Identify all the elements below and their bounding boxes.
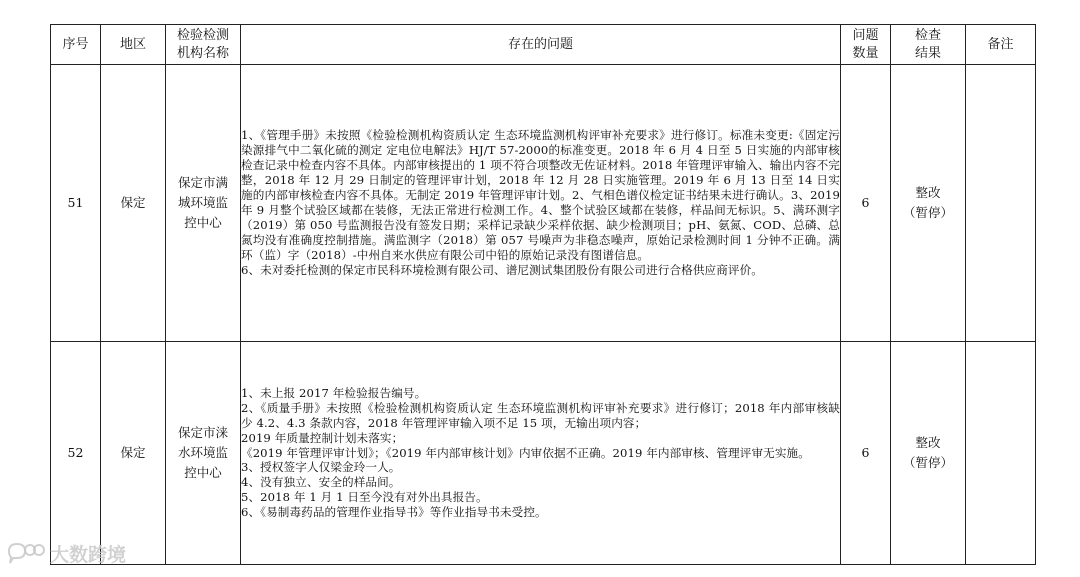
cell-problems: [241, 342, 841, 565]
header-seq: 序号: [51, 25, 101, 65]
cell-result: 整改 （暂停）: [891, 65, 966, 342]
header-org: 检验检测 机构名称: [166, 25, 241, 65]
cell-remarks: [966, 342, 1036, 565]
problem-paragraph: 2019 年质量控制计划未落实；: [241, 430, 404, 445]
header-remarks: 备注: [966, 25, 1036, 65]
header-row: [51, 25, 1036, 65]
watermark: [6, 540, 126, 567]
problem-paragraph: 《2019 年管理评审计划》；《2019 年内部审核计划》内审依据不正确。2019 年内部审核、管理评审无实施。: [241, 445, 810, 460]
header-result: 检查 结果: [891, 25, 966, 65]
cell-result: 整改 （暂停）: [891, 342, 966, 565]
cell-org: 保定市涞水环境监控中心: [166, 342, 241, 565]
problem-paragraph: 2、《质量手册》未按照《检验检测机构资质认定 生态环境监测机构评审补充要求》进行修订；2018 年内部审核缺少 4.2、4.3 条款内容，2018 年管理评审输入项不足 15 项，无输出项内容；: [241, 400, 840, 430]
cell-remarks: [966, 65, 1036, 342]
cell-seq: 52: [51, 342, 101, 565]
problem-paragraph: 1、未上报 2017 年检验报告编号。: [241, 385, 427, 400]
watermark-text: 大数跨境: [50, 544, 127, 566]
table-row: [51, 65, 1036, 342]
cell-region: 保定: [101, 65, 166, 342]
header-region: 地区: [101, 25, 166, 65]
cell-problems: [241, 65, 841, 342]
table-row: [51, 342, 1036, 565]
chat-bubbles-logo-icon: [6, 541, 46, 567]
inspection-table: [50, 24, 1036, 565]
problem-paragraph: 3、授权签字人仅梁金玲一人。: [241, 460, 401, 475]
cell-seq: 51: [51, 65, 101, 342]
problem-paragraph: 6、《易制毒药品的管理作业指导书》等作业指导书未受控。: [241, 505, 547, 520]
problem-paragraph: 4、没有独立、安全的样品间。: [241, 475, 401, 490]
header-count: 问题 数量: [841, 25, 891, 65]
problem-paragraph: 5、2018 年 1 月 1 日至今没有对外出具报告。: [241, 490, 488, 505]
cell-org: 保定市满城环境监控中心: [166, 65, 241, 342]
cell-count: 6: [841, 65, 891, 342]
problem-paragraph: 1、《管理手册》未按照《检验检测机构资质认定 生态环境监测机构评审补充要求》进行修订。标准未变更:《固定污染源排气中二氧化硫的测定 定电位电解法》HJ/T 57-2000的标准变更。2018 年 6 月 4 日至 5 日实施的内部审核检查记录中检查内容不具体。内部审核提出的 1 项不符合项整改无佐证材料。2018 年管理评审输入、输出内容不完整，2018 年 12 月 29 日制定的管理评审计划，2018 年 12 月 28 日实施管理。2019 年 6 月 13 日至 14 日实施的内部审核检查内容不具体。无制定 2019 年管理评审计划。2、气相色谱仪检定证书结果未进行确认。3、2019 年 9 月整个试验区域都在装修，无法正常进行检测工作。4、整个试验区域都在装修，样品间无标识。5、满环测字（2019）第 050 号监测报告没有签发日期；采样记录缺少采样依据、缺少检测项目；pH、氨氮、COD、总磷、总氮均没有准确度控制措施。满监测字（2018）第 057 号噪声为非稳态噪声，原始记录检测时间 1 分钟不正确。满环（监）字（2018）-中州自来水供应有限公司中铅的原始记录没有图谱信息。: [241, 128, 840, 262]
cell-region: 保定: [101, 342, 166, 565]
cell-count: 6: [841, 342, 891, 565]
header-problems: 存在的问题: [241, 25, 841, 65]
problem-paragraph: 6、未对委托检测的保定市民科环境检测有限公司、谱尼测试集团股份有限公司进行合格供应商评价。: [241, 262, 764, 277]
